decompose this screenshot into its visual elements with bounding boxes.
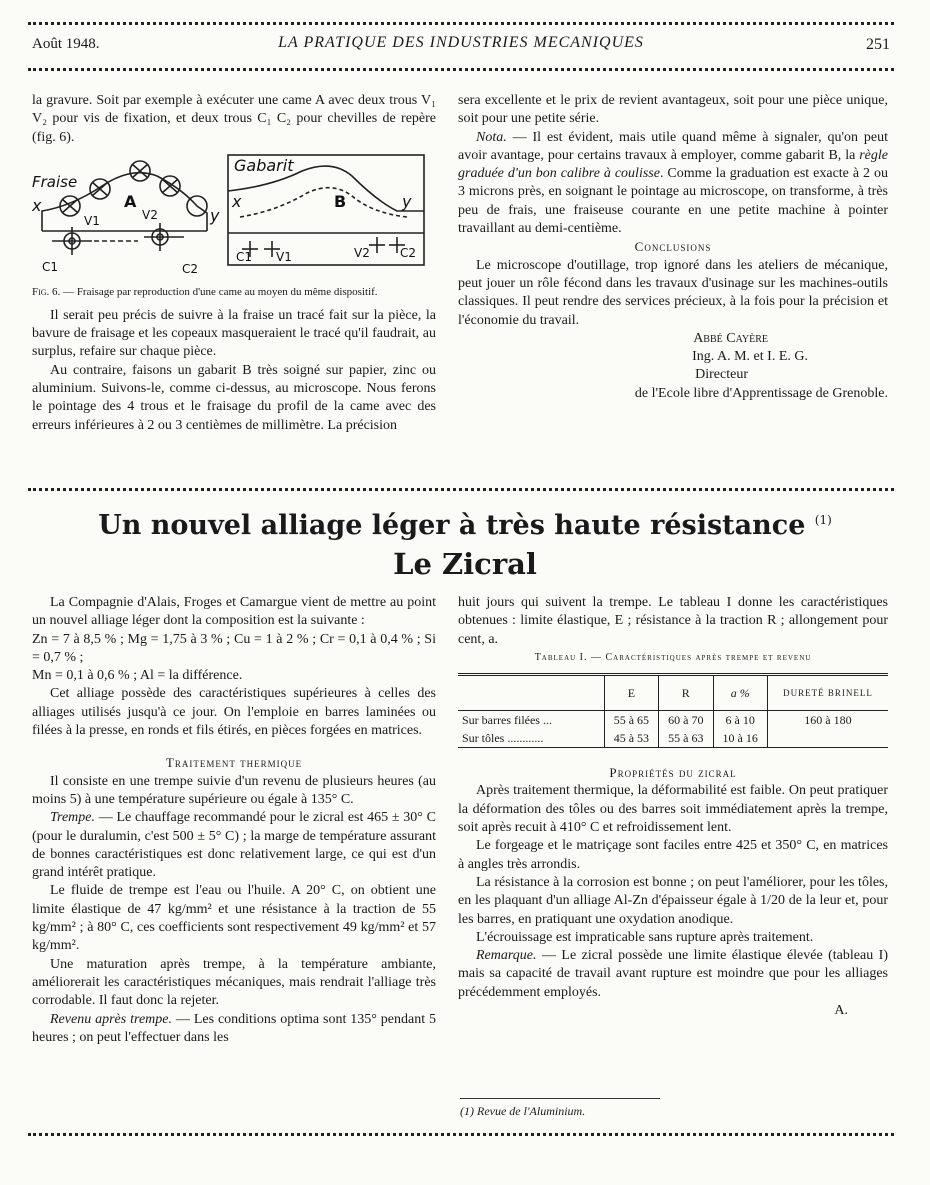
y-label-gabarit: y (402, 191, 412, 211)
revenu-text: — Les conditions optima sont 135° pendant 5 heures ; on peut l'effectuer dans les (32, 1011, 436, 1045)
paragraph: L'écrouissage est impraticable sans rupture après traitement. (476, 929, 814, 945)
table-header-cell: a % (713, 675, 767, 711)
nota-emphasis: règle graduée d'un bon calibre à coulisse (458, 147, 888, 182)
figure-number: Fig. 6. (32, 285, 61, 298)
top-left-column (32, 92, 436, 435)
paragraph: Le forgeage et le matriçage sont faciles entre 425 et 350° C, en matrices à angles très arrondis. (458, 838, 888, 872)
table-cell: Sur barres filées ... (462, 713, 552, 728)
composition-line: Zn = 7 à 8,5 % ; Mg = 1,75 à 3 % ; Cu = 1 à 2 % ; Cr = 0,1 à 0,4 % ; Si = 0,7 % ; (32, 631, 436, 665)
paragraph: Une maturation après trempe, à la température ambiante, améliorerait les caractéristiques mécaniques, mais rendrait l'alliage très corrodable. Il faut donc la rejeter. (32, 956, 436, 1009)
x-label-gabarit: x (232, 191, 242, 211)
table-header-cell (458, 675, 604, 711)
table-header-cell: DURETÉ BRINELL (767, 675, 888, 711)
table-cell: Sur tôles ............ (458, 729, 604, 748)
table-header-cell: E (604, 675, 658, 711)
c2-label-gabarit: C2 (400, 245, 417, 260)
table-cell: 6 à 10 (713, 711, 767, 730)
gabarit-b-label: B (334, 191, 347, 211)
paragraph: Il consiste en une trempe suivie d'un revenu de plusieurs heures (au moins 5) à une température supérieure ou égale à 135° C. (32, 773, 436, 807)
paragraph: Le fluide de trempe est l'eau ou l'huile. A 20° C, on obtient une limite élastique de 47 kg/mm² et une résistance à la traction de 55 kg/mm² ; à 80° C, ces coefficients sont respectivement 49 kg/mm² et 57 kg/mm². (32, 883, 436, 954)
table-row (458, 729, 888, 748)
paragraph: la gravure. Soit par exemple à exécuter une came A avec deux trous V₁ V₂ pour vis de fixation, et deux trous C₁ C₂ pour chevilles de repère (fig. 6). (32, 93, 436, 145)
table-header-row (458, 675, 888, 711)
table-row (458, 711, 888, 730)
table-cell: 45 à 53 (604, 729, 658, 748)
remarque-text: — Le zicral possède une limite élastique élevée (tableau I) mais sa capacité de travail avant rupture est moindre que pour les alliages précédemment employés. (458, 948, 888, 1000)
author-school: de l'Ecole libre d'Apprentissage de Grenoble. (634, 385, 888, 401)
gabarit-label: Gabarit (234, 155, 294, 175)
remarque-label: Remarque. (476, 948, 537, 964)
c1-label-gabarit: C1 (236, 249, 253, 264)
section-rule (28, 488, 894, 491)
article-subtitle: Le Zicral (393, 547, 537, 581)
article-signature: A. (834, 1003, 848, 1019)
table-cell: 55 à 65 (604, 711, 658, 730)
composition-line: Mn = 0,1 à 0,6 % ; Al = la différence. (32, 668, 243, 684)
nota-paragraph (458, 129, 888, 239)
v2-label-gabarit: V2 (354, 245, 370, 260)
issue-date: Août 1948. (32, 36, 100, 52)
top-rule (28, 22, 894, 25)
paragraph: huit jours qui suivent la trempe. Le tableau I donne les caractéristiques obtenues : limite élastique, E ; résistance à la traction R ; allongement pour cent, a. (458, 595, 888, 647)
v1-label: V1 (84, 213, 100, 228)
nota-text-b: . Comme la graduation est exacte à 2 ou 3 microns près, en soignant le pointage au microscope, on transforme, à très peu de frais, une fraiseuse courante en une petite machine à pointer travaillant au demi-centième. (458, 166, 888, 237)
conclusions-heading: Conclusions (634, 239, 712, 255)
table-cell: 55 à 63 (659, 729, 713, 748)
paragraph: Après traitement thermique, la déformabilité est faible. On peut pratiquer la déformation des tôles ou des barres soit immédiatement après la trempe, soit après recuit à 410° C et refroidissement lent. (458, 783, 888, 836)
footnote: (1) Revue de l'Aluminium. (460, 1104, 586, 1118)
c1-label: C1 (42, 259, 59, 274)
heat-treatment-heading: Traitement thermique (165, 755, 303, 771)
bottom-rule (28, 1133, 894, 1136)
bottom-right-column (458, 594, 888, 1020)
author-name: Abbé Cayère (693, 330, 768, 346)
c2-label: C2 (182, 261, 199, 276)
figure-caption (32, 285, 436, 299)
journal-title: LA PRATIQUE DES INDUSTRIES MECANIQUES (278, 34, 644, 51)
page-number: 251 (866, 36, 890, 53)
top-right-column (458, 92, 888, 403)
part-a-label: A (124, 191, 137, 211)
table-header-cell: R (659, 675, 713, 711)
title-footnote-mark: (1) (814, 513, 832, 527)
characteristics-table (458, 673, 888, 748)
paragraph: Cet alliage possède des caractéristiques supérieures à celles des alliages utilisés jusqu'à ce jour. On l'emploie en barres laminées ou filées à la presse, en ronds et fils étirés, en pièces forgées en matrices. (32, 686, 436, 739)
cam-milling-diagram (32, 151, 436, 281)
nota-text-a: — Il est évident, mais utile quand même à signaler, qu'on peut avoir avantage, pour certains travaux à employer, comme gabarit B, la (458, 129, 888, 163)
table-cell: 60 à 70 (659, 711, 713, 730)
revenu-paragraph (32, 1011, 436, 1048)
trempe-label: Trempe. (50, 810, 95, 826)
paragraph: Il serait peu précis de suivre à la fraise un tracé fait sur la pièce, la bavure de fraisage et les copeaux masqueraient le tracé qu'il faudrait, au surplus, refaire sur chaque pièce. (32, 307, 436, 360)
author-title: Ing. A. M. et I. E. G. (692, 349, 808, 365)
figure-caption-text: — Fraisage par reproduction d'une came au moyen du même dispositif. (63, 285, 378, 298)
running-header (32, 32, 890, 56)
revenu-label: Revenu après trempe. (50, 1011, 172, 1027)
trempe-paragraph (32, 809, 436, 882)
fraise-label: Fraise (32, 172, 78, 191)
bottom-left-column (32, 594, 436, 1047)
nota-label: Nota. (476, 129, 507, 145)
trempe-text: — Le chauffage recommandé pour le zicral est 465 ± 30° C (pour le duralumin, c'est 500 ± 5° C) ; la marge de température assurant de bonnes caractéristiques est donc relativement large, ce qui est d'un grand intérêt pratique. (32, 810, 436, 881)
table-cell (767, 729, 888, 748)
y-label: y (210, 205, 220, 225)
v2-label: V2 (142, 207, 158, 222)
paragraph: Au contraire, faisons un gabarit B très soigné sur papier, zinc ou aluminium. Suivons-le, comme ci-dessus, au microscope. Nous ferons le pointage des 4 trous et le fraisage du profil de la came avec des erreurs inférieures à 2 ou 3 centièmes de millimètre. La précision (32, 362, 436, 433)
article-title-text: Un nouvel alliage léger à très haute résistance (98, 510, 806, 541)
footnote-rule (460, 1098, 660, 1099)
header-rule (28, 68, 894, 71)
table-caption: Tableau I. — Caractéristiques après trempe et revenu (534, 651, 812, 663)
figure-6 (32, 151, 436, 281)
properties-heading: Propriétés du zicral (609, 765, 737, 781)
paragraph: La résistance à la corrosion est bonne ; on peut l'améliorer, pour les tôles, en les plaquant d'un alliage Al-Zn d'épaisseur égale à 1/20 de la leur et, pour les barres, en pratiquant une oxydation anodique. (458, 874, 888, 927)
v1-label-gabarit: V1 (276, 249, 292, 264)
x-label: x (32, 195, 42, 215)
article-title (0, 510, 930, 541)
table-cell: 10 à 16 (713, 729, 767, 748)
author-role: Directeur (695, 367, 748, 383)
paragraph: La Compagnie d'Alais, Froges et Camargue vient de mettre au point un nouvel alliage léger dont la composition est la suivante : (32, 595, 436, 629)
remarque-paragraph (458, 947, 888, 1002)
paragraph: Le microscope d'outillage, trop ignoré dans les ateliers de mécanique, peut jouer un rôle fécond dans les travaux d'usinage sur les machines-outils classiques. Il peut rendre des services précieux, à la fois pour la précision et l'économie du travail. (458, 257, 888, 328)
paragraph: sera excellente et le prix de revient avantageux, soit pour une pièce unique, soit pour une petite série. (458, 93, 888, 127)
table-cell: 160 à 180 (767, 711, 888, 730)
